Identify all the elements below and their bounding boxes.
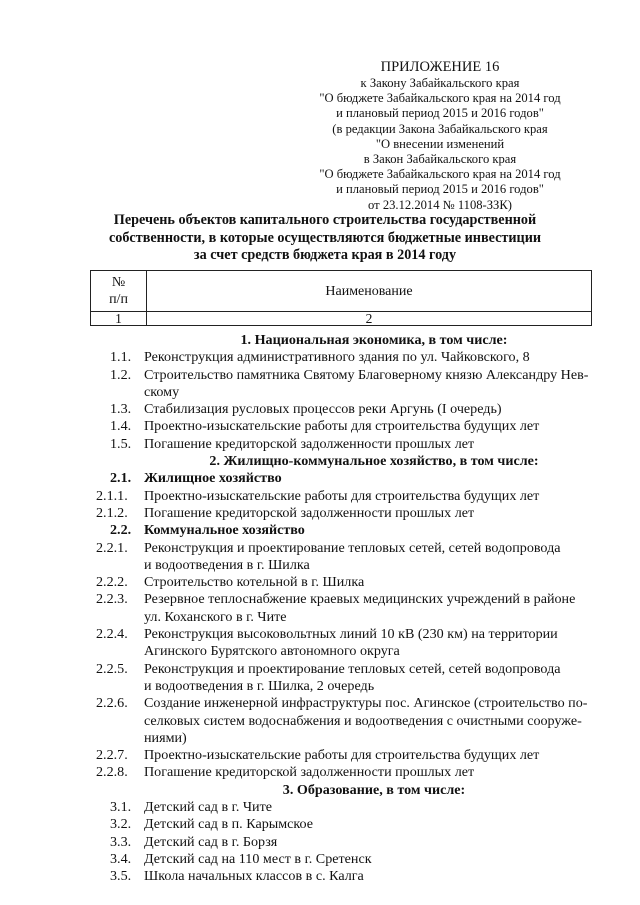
item-text: селковых систем водоснабжения и водоотведения с очистными сооруже- [144,712,582,729]
item-text: ул. Коханского в г. Чите [144,608,287,625]
appendix-header [300,58,580,213]
item-text: Школа начальных классов в с. Калга [144,868,364,885]
title-line: собственности, в которые осуществляются бюджетные инвестиции [108,229,542,246]
column-number-1: 1 [91,312,147,326]
header-line: "О бюджете Забайкальского края на 2014 год [319,91,561,106]
item-number: 1.3. [110,401,132,418]
list-item [96,799,596,816]
list-item [96,834,596,851]
list-item [96,661,596,678]
item-number: 2.1. [110,470,132,487]
item-text: Проектно-изыскательские работы для строительства будущих лет [144,418,540,435]
item-number: 2.2.3. [96,591,128,608]
item-number: 3.2. [110,816,132,833]
list-item-continuation [96,713,596,730]
list-item [96,574,596,591]
item-number: 3.3. [110,833,132,850]
list-item-continuation [96,609,596,626]
table-column-numbers-row [91,312,592,326]
header-line: "О внесении изменений [375,136,505,151]
item-text: Детский сад на 110 мест в г. Сретенск [144,850,372,867]
section-heading: 3. Образование, в том числе: [282,781,466,798]
item-text: Реконструкция высоковольтных линий 10 кВ (230 км) на территории [144,626,558,643]
item-text: Агинского Бурятского автономного округа [144,643,400,660]
list-header-table [90,270,592,326]
item-text: скому [144,383,180,400]
item-number: 2.2.7. [96,747,128,764]
item-text: и водоотведения в г. Шилка [144,556,310,573]
column-number-header [91,271,147,312]
list-item [96,591,596,608]
item-number: 2.2. [110,522,132,539]
list-item [96,816,596,833]
item-text: Резервное теплоснабжение краевых медицинских учреждений в районе [144,591,576,608]
header-line: и плановый период 2015 и 2016 годов" [336,106,544,121]
list-item [96,764,596,781]
table-header-row [91,271,592,312]
item-text: Стабилизация русловых процессов реки Аргунь (I очередь) [144,401,502,418]
item-number: 3.5. [110,868,132,885]
item-text: Строительство памятника Святому Благоверному князю Александру Нев- [144,366,589,383]
header-line: от 23.12.2014 № 1108-ЗЗК) [368,197,512,212]
document-title [90,212,560,265]
list-item [96,505,596,522]
item-text: Погашение кредиторской задолженности прошлых лет [144,435,475,452]
title-line: за счет средств бюджета края в 2014 году [193,247,457,264]
objects-list [96,332,596,886]
item-text: Детский сад в г. Борзя [144,833,278,850]
list-item [96,626,596,643]
item-text: Погашение кредиторской задолженности прошлых лет [144,504,475,521]
list-item [96,488,596,505]
item-number: 2.2.8. [96,764,128,781]
list-item [96,401,596,418]
list-item [96,695,596,712]
item-text: Коммунальное хозяйство [144,522,305,539]
list-item [96,540,596,557]
item-number: 3.1. [110,799,132,816]
item-number: 1.1. [110,349,132,366]
column-number-abbr: п/п [109,292,128,307]
list-item [96,349,596,366]
list-item-continuation [96,730,596,747]
header-line: (в редакции Закона Забайкальского края [332,121,548,136]
section-heading: 2. Жилищно-коммунальное хозяйство, в том числе: [209,453,539,470]
item-number: 3.4. [110,850,132,867]
item-number: 2.2.6. [96,695,128,712]
list-item [96,367,596,384]
item-text: Строительство котельной в г. Шилка [144,574,365,591]
item-text: Детский сад в п. Карымское [144,816,313,833]
header-line: в Закон Забайкальского края [363,152,517,167]
item-text: Жилищное хозяйство [144,470,282,487]
item-text: Погашение кредиторской задолженности прошлых лет [144,764,475,781]
column-number-2: 2 [147,312,592,326]
list-item [96,747,596,764]
section-heading: 1. Национальная экономика, в том числе: [240,332,508,348]
item-number: 1.5. [110,435,132,452]
item-text: Реконструкция и проектирование тепловых сетей, сетей водопровода [144,539,561,556]
item-text: Реконструкция и проектирование тепловых сетей, сетей водопровода [144,660,561,677]
item-number: 2.2.5. [96,660,128,677]
item-number: 1.4. [110,418,132,435]
list-item [96,436,596,453]
item-text: Реконструкция административного здания по ул. Чайковского, 8 [144,349,530,366]
item-text: ниями) [144,729,187,746]
item-text: Проектно-изыскательские работы для строительства будущих лет [144,747,540,764]
item-number: 2.2.4. [96,626,128,643]
subsection-heading [96,470,596,487]
title-line: Перечень объектов капитального строительства государственной [113,212,537,228]
appendix-title: ПРИЛОЖЕНИЕ 16 [380,59,500,75]
item-number: 2.2.2. [96,574,128,591]
column-number-symbol: № [111,275,126,290]
item-text: Создание инженерной инфраструктуры пос. Агинское (строительство по- [144,695,588,712]
item-number: 2.1.2. [96,504,128,521]
item-number: 1.2. [110,366,132,383]
column-name-header: Наименование [147,271,592,312]
list-item [96,851,596,868]
item-number: 2.1.1. [96,487,128,504]
list-item [96,418,596,435]
item-text: и водоотведения в г. Шилка, 2 очередь [144,677,375,694]
list-item-continuation [96,643,596,660]
header-line: к Закону Забайкальского края [360,76,520,90]
list-item [96,868,596,885]
list-item-continuation [96,384,596,401]
subsection-heading [96,522,596,539]
list-item-continuation [96,557,596,574]
item-number: 2.2.1. [96,539,128,556]
header-line: "О бюджете Забайкальского края на 2014 год [319,167,561,182]
header-line: и плановый период 2015 и 2016 годов" [336,182,544,197]
item-text: Проектно-изыскательские работы для строительства будущих лет [144,487,540,504]
list-item-continuation [96,678,596,695]
item-text: Детский сад в г. Чите [144,799,272,816]
